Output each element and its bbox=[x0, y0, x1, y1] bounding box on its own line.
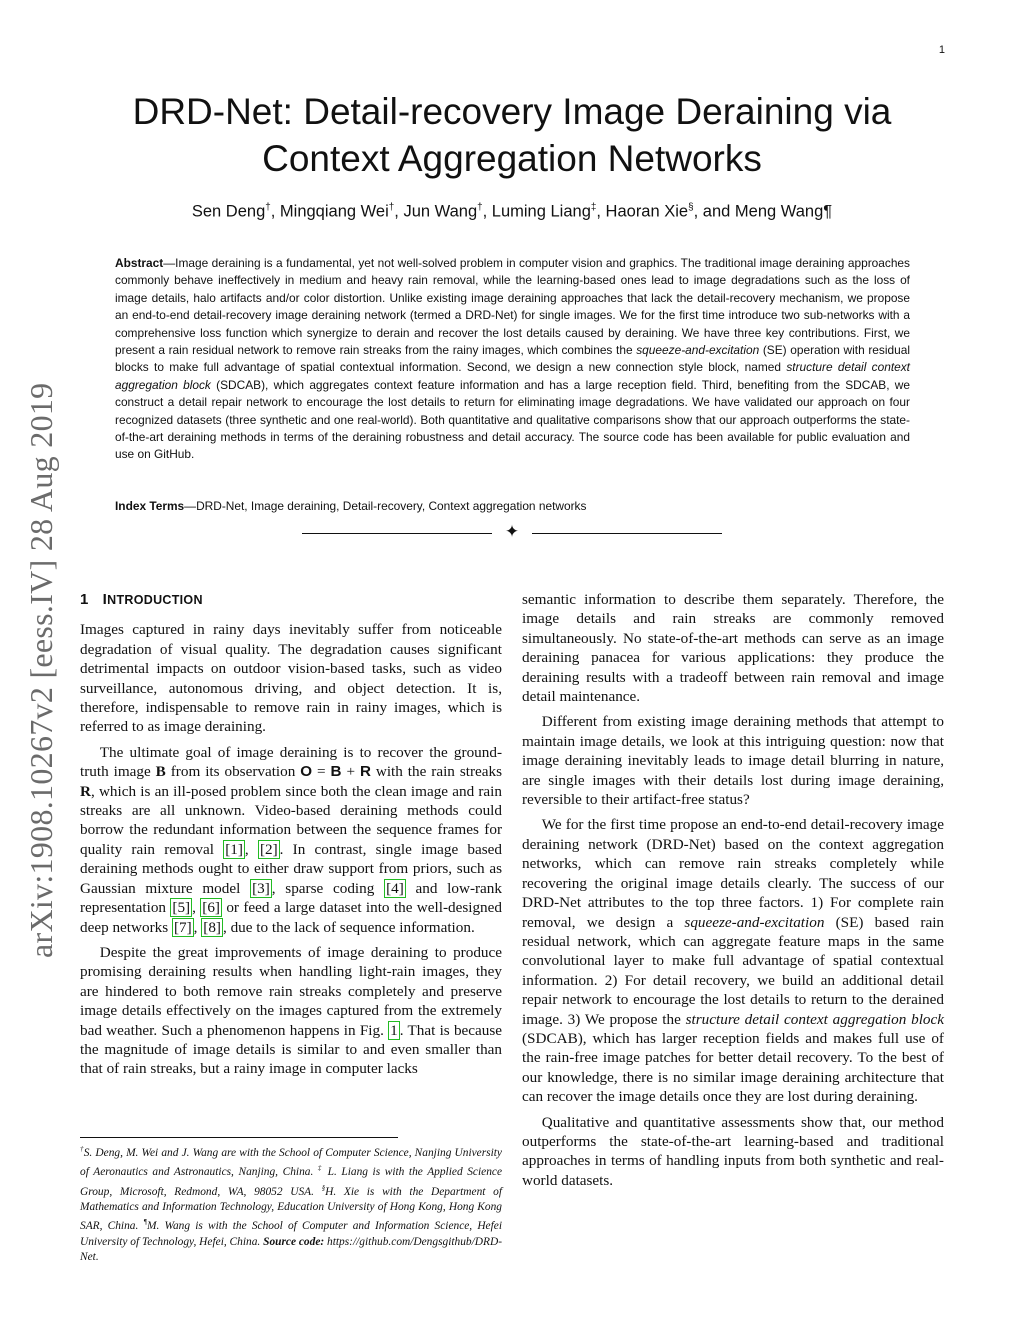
section-number: 1 bbox=[80, 591, 89, 608]
paragraph-text: , sparse coding bbox=[271, 879, 385, 897]
section-title-rest: NTRODUCTION bbox=[107, 593, 203, 607]
abstract bbox=[115, 255, 910, 464]
citation-link[interactable]: [4] bbox=[386, 879, 404, 897]
footnote-mark: § bbox=[321, 1184, 326, 1192]
author-separator: , and bbox=[693, 202, 735, 221]
abstract-emphasis: squeeze-and-excitation bbox=[636, 343, 760, 358]
paragraph-text: or feed a large dataset into the well-designed deep networks bbox=[80, 899, 502, 936]
right-column bbox=[522, 590, 944, 1196]
intro-paragraph-4: semantic information to describe them separately. Therefore, the image details and rain streaks are commonly removed simultaneously. No state-of-the-art methods can serve as an image deraining panacea for various applications: they produce the deraining results with a tradeoff between rain removal and image detail maintenance. bbox=[522, 591, 944, 706]
author-separator: , bbox=[394, 202, 404, 221]
abstract-text: (SDCAB), which aggregates context feature information and has a large reception field. Third, benefiting from the SDCAB, we construct a detail repair network to encourage the lost details to return for eliminating image degradations. We have validated our approach on four recognized datasets (three synthetic and one real-world). Both quantitative and qualitative comparisons show that our approach outperforms the state-of-the-art deraining methods in terms of the deraining robustness and detail accuracy. The source code has been available for public evaluation and use on GitHub. bbox=[115, 377, 910, 462]
citation-separator: , bbox=[244, 840, 258, 858]
intro-paragraph-1: Images captured in rainy days inevitably suffer from noticeable degradation of visual quality. The degradation causes significant detrimental impacts on outdoor vision-based tasks, such as video surveillance, autonomous driving, and object detection. It is, therefore, indispensable to remove rain in rainy images, which is referred to as image deraining. bbox=[80, 621, 502, 736]
paragraph-text: and low-rank representation bbox=[80, 879, 502, 917]
affiliation-mark: † bbox=[477, 202, 483, 213]
paragraph-text: . In contrast, single image based deraining methods ought to either draw support from priors, such as Gaussian mixture model bbox=[80, 840, 503, 897]
source-code-label: Source code: bbox=[263, 1235, 325, 1248]
paragraph-text: from its observation bbox=[165, 763, 301, 781]
paragraph-text: (SE) based rain residual network, which can aggregate feature maps in the same convolutional layer to make full advantage of spatial contextual information. 2) For detail recovery, we build an additional detail repair network to encourage the lost details to return to the derained image. 3) We propose the bbox=[522, 913, 945, 1028]
intro-paragraph-2 bbox=[80, 743, 502, 937]
figure-reference-link[interactable]: 1 bbox=[390, 1021, 398, 1039]
citation-link[interactable]: [2] bbox=[259, 840, 278, 858]
affiliation-footnote bbox=[80, 1142, 502, 1266]
citation-link[interactable]: [5] bbox=[172, 899, 191, 917]
author-name: Meng Wang bbox=[734, 202, 824, 221]
footnote-text: L. Liang is with the Applied Science Group, Microsoft, Redmond, WA, 98052 USA. bbox=[80, 1166, 502, 1198]
abstract-text: (SE) operation with residual blocks to make full advantage of spatial contextual information. Second, we design a new connection style block, named bbox=[115, 343, 910, 375]
math-variable: B bbox=[155, 763, 166, 781]
math-variable: O bbox=[300, 763, 313, 781]
section-heading bbox=[80, 590, 502, 610]
author-name: Sen Deng bbox=[191, 202, 266, 221]
footnote-text: M. Wang is with the School of Computer and Information Science, Hefei University of Technology, Hefei, China. bbox=[80, 1220, 502, 1248]
author-list bbox=[80, 202, 944, 222]
abstract-emphasis: structure detail context aggregation block bbox=[115, 360, 910, 392]
page-number: 1 bbox=[938, 44, 945, 56]
affiliation-mark: § bbox=[688, 202, 694, 213]
math-variable: R bbox=[80, 782, 91, 800]
index-terms-label: Index Terms bbox=[115, 499, 185, 513]
citation-link[interactable]: [3] bbox=[252, 879, 270, 897]
author-separator: , bbox=[482, 202, 492, 221]
footnote-mark: ‡ bbox=[317, 1165, 324, 1173]
source-code-url[interactable]: https://github.com/Dengsgithub/DRD-Net. bbox=[80, 1235, 502, 1264]
divider-star-icon: ✦ bbox=[504, 522, 520, 541]
author-name: Jun Wang bbox=[403, 202, 478, 221]
footnote-rule bbox=[80, 1137, 398, 1138]
author-separator: , bbox=[270, 202, 280, 221]
index-terms-text: —DRD-Net, Image deraining, Detail-recovery, Context aggregation networks bbox=[184, 499, 587, 513]
citation-link[interactable]: [6] bbox=[202, 899, 220, 917]
intro-paragraph-5: Different from existing image deraining methods that attempt to maintain image details, we look at this intriguing question: now that image deraining inevitably leads to image detail blurring in nature, are single images with their details lost during image deraining, reversible to their artifact-free status? bbox=[522, 713, 944, 809]
affiliation-mark: † bbox=[388, 202, 395, 213]
paragraph-text: , which is an ill-posed problem since both the clean image and rain streaks are all unknown. Video-based deraining methods could borrow the redundant information between the sequence frames for quality rain removal bbox=[80, 782, 502, 858]
paragraph-text: We for the first time propose an end-to-end detail-recovery image deraining network (DRD-Net) based on the context aggregation networks, which can remove rain streaks completely while recovering the original image details clearly. The success of our DRD-Net attributes to the top three factors. 1) For complete rain removal, we design a bbox=[522, 816, 944, 931]
divider-line-left bbox=[302, 533, 492, 534]
paragraph-text: , due to the lack of sequence information. bbox=[222, 918, 475, 936]
intro-paragraph-7: Qualitative and quantitative assessments show that, our method outperforms the state-of-the-art learning-based and traditional approaches in terms of handling inputs from both synthetic and real-world datasets. bbox=[522, 1113, 944, 1189]
paragraph-text: Despite the great improvements of image deraining to produce promising deraining results when handling light-rain images, they are hindered to both remove rain streaks completely and preserve image details effectively on the images captured from the extremely bad weather. Such a phenomenon happens in Fig. bbox=[80, 943, 502, 1039]
citation-link[interactable]: [8] bbox=[203, 918, 221, 936]
math-operator: + bbox=[341, 763, 360, 781]
abstract-label: Abstract bbox=[115, 256, 164, 270]
math-variable: R bbox=[359, 763, 371, 781]
title-line-2: Context Aggregation Networks bbox=[262, 138, 762, 179]
footnote-mark: † bbox=[80, 1146, 84, 1153]
affiliation-mark: † bbox=[265, 202, 271, 213]
title-line-1: DRD-Net: Detail-recovery Image Deraining via bbox=[132, 91, 892, 132]
abstract-text: —Image deraining is a fundamental, yet not well-solved problem in computer vision and graphics. The traditional image deraining approaches commonly behave ineffectively in medium and heavy rain removal, while the learning-based ones lead to image degradations such as the loss of image details, halo artifacts and/or color distortion. Unlike existing image deraining approaches that lack the detail-recovery mechanism, we propose an end-to-end detail-recovery image deraining network (termed a DRD-Net) for single images. We for the first time introduce two sub-networks with a comprehensive loss function which synergize to derain and recover the lost details caused by deraining. We have three key contributions. First, we present a rain residual network to remove rain streaks from the rainy images, which combines the bbox=[115, 256, 910, 358]
footnote-mark: ¶ bbox=[143, 1219, 148, 1227]
paragraph-text: (SDCAB), which has larger reception fields and makes full use of the rain-free image patches for better detail recovery. To the best of our knowledge, there is no similar image deraining architecture that can recover the image details once they are lost during deraining. bbox=[522, 1029, 944, 1106]
index-terms bbox=[115, 498, 910, 515]
intro-paragraph-3 bbox=[80, 943, 502, 1079]
paper-title bbox=[80, 88, 944, 182]
paragraph-emphasis: structure detail context aggregation block bbox=[685, 1010, 944, 1028]
affiliation-mark: ¶ bbox=[823, 202, 833, 221]
citation-link[interactable]: [7] bbox=[173, 918, 192, 936]
paragraph-emphasis: squeeze-and-excitation bbox=[684, 913, 825, 931]
math-operator: = bbox=[312, 763, 331, 781]
citation-separator: , bbox=[192, 899, 201, 917]
paragraph-text: . That is because the magnitude of image details is similar to and even smaller than that of rain streaks, but a rainy image in computer lacks bbox=[80, 1021, 503, 1078]
intro-paragraph-6 bbox=[522, 815, 944, 1106]
footnote-text: S. Deng, M. Wei and J. Wang are with the School of Computer Science, Nanjing University of Aeronautics and Astronautics, Nanjing, China. bbox=[80, 1146, 502, 1179]
divider-line-right bbox=[532, 533, 722, 534]
paragraph-text: with the rain streaks bbox=[370, 763, 502, 781]
affiliation-mark: ‡ bbox=[590, 202, 597, 213]
arxiv-identifier-stamp: arXiv:1908.10267v2 [eess.IV] 28 Aug 2019 bbox=[23, 382, 59, 958]
section-title-initial: I bbox=[102, 591, 108, 608]
left-column bbox=[80, 590, 502, 1085]
author-name: Haoran Xie bbox=[605, 202, 689, 221]
section-divider bbox=[302, 524, 722, 544]
math-variable: B bbox=[330, 763, 342, 781]
author-name: Mingqiang Wei bbox=[279, 202, 389, 221]
author-name: Luming Liang bbox=[491, 202, 591, 221]
paragraph-text: The ultimate goal of image deraining is to recover the ground-truth image bbox=[80, 743, 502, 781]
author-separator: , bbox=[596, 202, 606, 221]
citation-separator: , bbox=[193, 918, 202, 936]
citation-link[interactable]: [1] bbox=[225, 840, 243, 858]
footnote-text: H. Xie is with the Department of Mathematics and Information Technology, Education University of Hong Kong, Hong Kong SAR, China. bbox=[80, 1185, 502, 1233]
